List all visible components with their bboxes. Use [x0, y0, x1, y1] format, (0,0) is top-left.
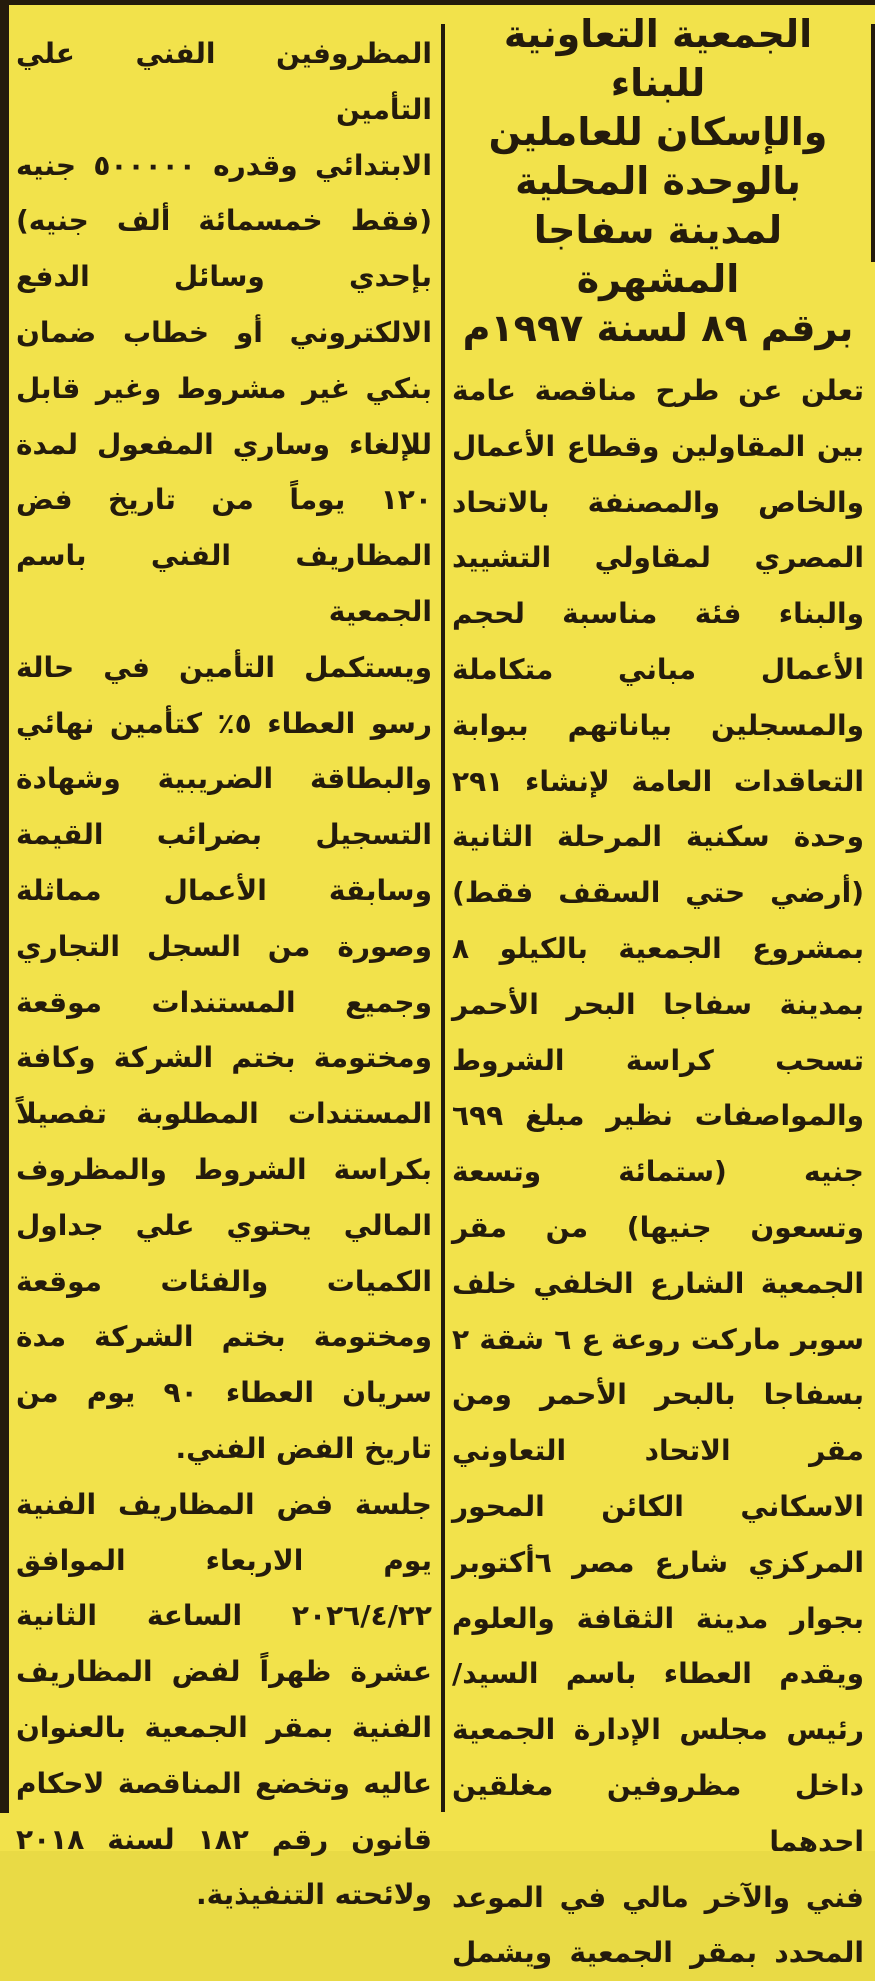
ad-body-line: بمشروع الجمعية بالكيلو ٨: [452, 931, 864, 965]
ad-body-line: ومختومة بختم الشركة مدة: [16, 1320, 432, 1354]
ad-body-line: ولائحته التنفيذية.: [196, 1878, 432, 1912]
ad-body-line: وتسعون جنيها) من مقر: [452, 1210, 864, 1244]
ad-body-line: المستندات المطلوبة تفصيلاً: [16, 1097, 432, 1131]
announcement-continuation-column: [16, 26, 432, 1923]
ad-body-line: وجميع المستندات موقعة: [16, 985, 432, 1019]
ad-body-first-column: [452, 363, 864, 1981]
ad-body-line: الابتدائي وقدره ٥٠٠٠٠٠ جنيه: [16, 148, 432, 182]
ad-body-line: مقر الاتحاد التعاوني: [452, 1434, 864, 1468]
ad-body-line: المظاريف الفني باسم الجمعية: [16, 539, 432, 628]
right-border-line: [871, 24, 875, 262]
top-border-line: [0, 0, 875, 5]
left-border-line: [0, 0, 9, 1813]
ad-body-line: (أرضي حتي السقف فقط): [452, 876, 864, 910]
ad-body-line: الكميات والفئات موقعة: [16, 1264, 432, 1298]
ad-body-line: والمسجلين بياناتهم ببوابة: [452, 708, 864, 742]
ad-body-line: رسو العطاء ٥٪ كتأمين نهائي: [16, 706, 432, 740]
ad-body-line: عاليه وتخضع المناقصة لاحكام: [16, 1766, 432, 1800]
ad-title-line: والإسكان للعاملين: [488, 110, 828, 154]
ad-body-line: بإحدي وسائل الدفع: [16, 260, 432, 294]
ad-body-line: ومختومة بختم الشركة وكافة: [16, 1041, 432, 1075]
ad-title-line: الجمعية التعاونية للبناء: [503, 12, 813, 105]
ad-body-line: رئيس مجلس الإدارة الجمعية: [452, 1713, 864, 1747]
ad-body-line: وحدة سكنية المرحلة الثانية: [452, 820, 864, 854]
ad-body-line: التعاقدات العامة لإنشاء ٢٩١: [452, 764, 864, 798]
ad-body-line: الفنية بمقر الجمعية بالعنوان: [16, 1710, 432, 1744]
ad-body-line: التسجيل بضرائب القيمة: [16, 818, 432, 852]
ad-body-line: ويستكمل التأمين في حالة: [16, 650, 432, 684]
ad-body-line: بنكي غير مشروط وغير قابل: [16, 371, 432, 405]
ad-body-line: جنيه (ستمائة وتسعة: [452, 1155, 864, 1189]
ad-body-line: والبناء فئة مناسبة لحجم: [452, 597, 864, 631]
ad-body-line: عشرة ظهراً لفض المظاريف: [16, 1655, 432, 1689]
ad-body-line: ٢٠٢٦/٤/٢٢ الساعة الثانية: [16, 1599, 432, 1633]
ad-body-line: بجوار مدينة الثقافة والعلوم: [452, 1601, 864, 1635]
ad-body-line: المركزي شارع مصر ٦أكتوبر: [452, 1545, 864, 1579]
ad-body-line: الجمعية الشارع الخلفي خلف: [452, 1266, 864, 1300]
ad-body-line: ١٢٠ يوماً من تاريخ فض: [16, 483, 432, 517]
ad-body-line: المحدد بمقر الجمعية ويشمل: [452, 1936, 864, 1970]
ad-body-line: جلسة فض المظاريف الفنية: [16, 1487, 432, 1521]
ad-body-line: الاسكاني الكائن المحور: [452, 1489, 864, 1523]
ad-body-line: المصري لمقاولي التشييد: [452, 541, 864, 575]
ad-body-line: تاريخ الفض الفني.: [175, 1431, 432, 1465]
ad-body-line: داخل مظروفين مغلقين احدهما: [452, 1768, 864, 1858]
column-divider-line: [441, 24, 445, 1812]
ad-body-line: المالي يحتوي علي جداول: [16, 1208, 432, 1242]
ad-body-line: وصورة من السجل التجاري: [16, 929, 432, 963]
ad-body-line: قانون رقم ١٨٢ لسنة ٢٠١٨: [16, 1822, 432, 1856]
ad-body-line: المظروفين الفني علي التأمين: [16, 37, 432, 126]
ad-body-line: تعلن عن طرح مناقصة عامة: [452, 374, 864, 407]
ad-body-line: يوم الاربعاء الموافق: [16, 1543, 432, 1577]
ad-body-line: فني والآخر مالي في الموعد: [452, 1880, 864, 1914]
ad-title-line: بالوحدة المحلية: [515, 159, 801, 203]
ad-body-line: سريان العطاء ٩٠ يوم من: [16, 1376, 432, 1410]
ad-title: [452, 10, 864, 353]
ad-body-line: الأعمال مباني متكاملة: [452, 652, 864, 686]
ad-body-line: ويقدم العطاء باسم السيد/: [452, 1657, 864, 1691]
ad-title-line: برقم ٨٩ لسنة ١٩٩٧م: [462, 306, 854, 350]
ad-body-line: بكراسة الشروط والمظروف: [16, 1152, 432, 1186]
ad-body-line: والخاص والمصنفة بالاتحاد: [452, 485, 864, 519]
ad-body-line: تسحب كراسة الشروط: [452, 1043, 864, 1077]
announcement-first-column: [452, 10, 864, 1981]
ad-body-line: الالكتروني أو خطاب ضمان: [16, 315, 432, 349]
ad-body-line: سوبر ماركت روعة ع ٦ شقة ٢: [452, 1322, 864, 1356]
ad-body-line: والبطاقة الضريبية وشهادة: [16, 762, 432, 796]
ad-body-line: للإلغاء وساري المفعول لمدة: [16, 427, 432, 461]
ad-body-line: والمواصفات نظير مبلغ ٦٩٩: [452, 1099, 864, 1133]
ad-title-line: لمدينة سفاجا المشهرة: [533, 208, 783, 301]
ad-body-line: (فقط خمسمائة ألف جنيه): [16, 204, 432, 238]
ad-body-line: بمدينة سفاجا البحر الأحمر: [452, 987, 864, 1021]
ad-body-line: وسابقة الأعمال مماثلة: [16, 873, 432, 907]
ad-body-line: بين المقاولين وقطاع الأعمال: [452, 429, 864, 463]
ad-body-line: بسفاجا بالبحر الأحمر ومن: [452, 1378, 864, 1412]
